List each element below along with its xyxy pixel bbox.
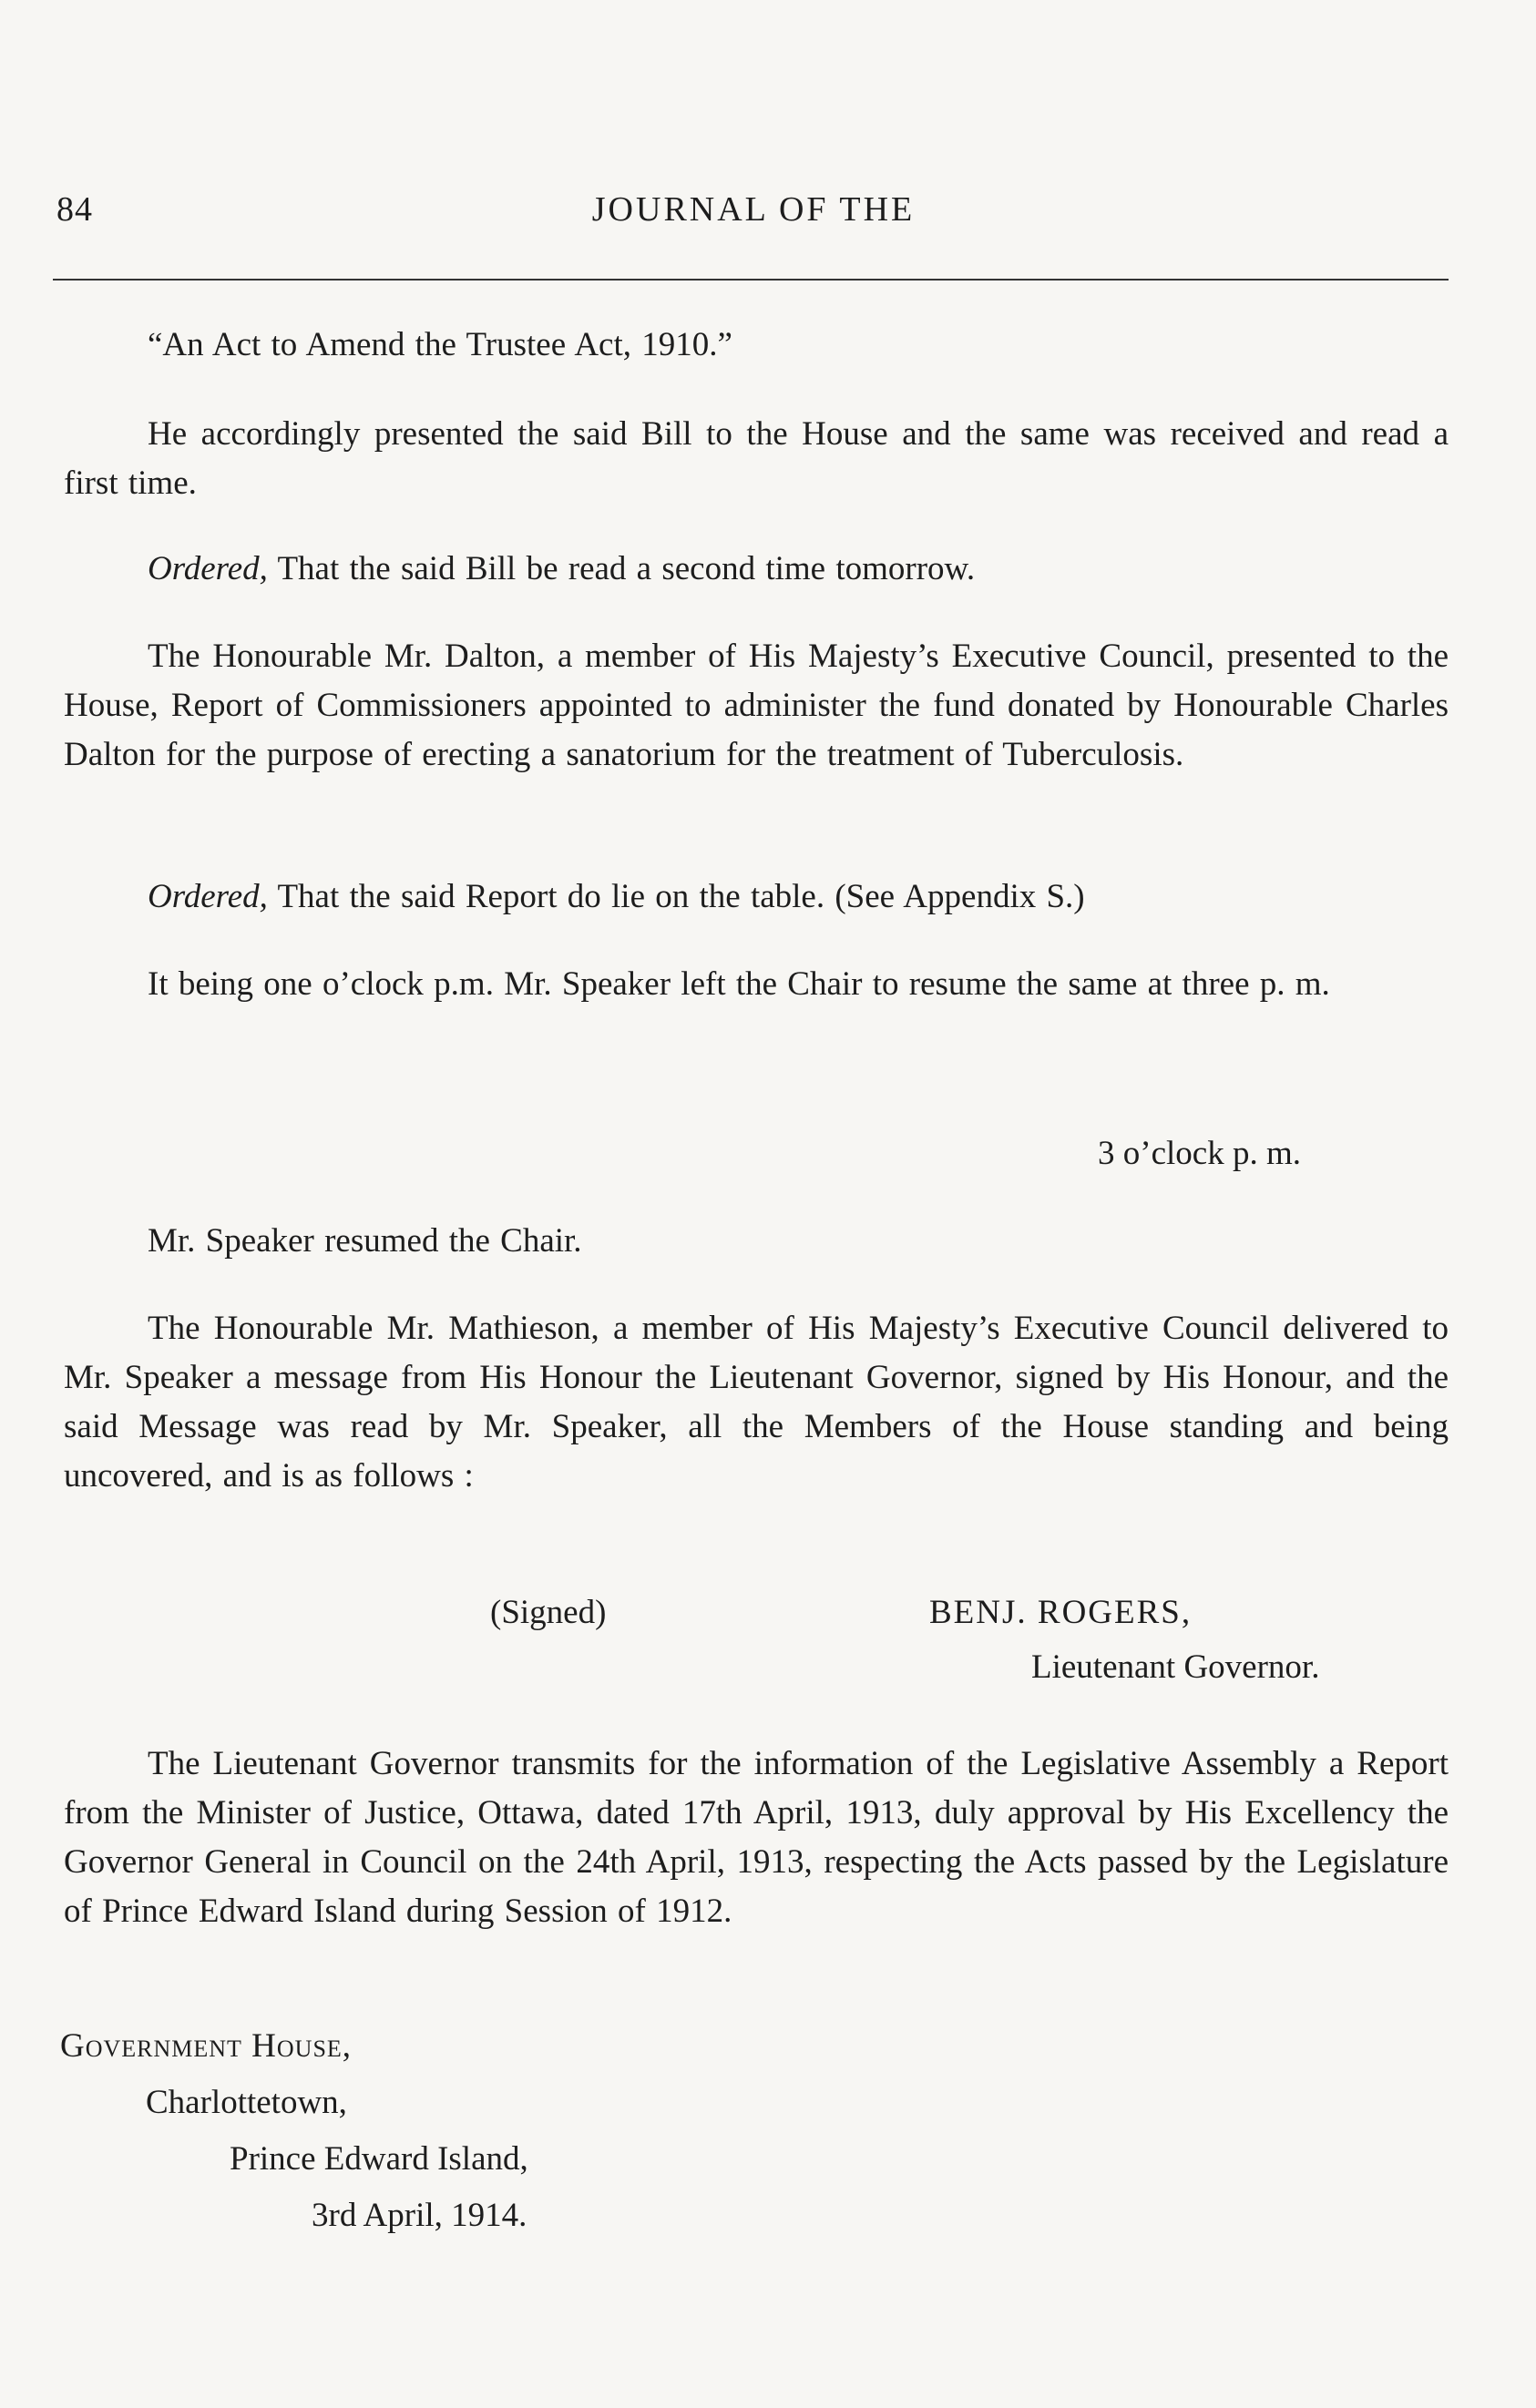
running-head: JOURNAL OF THE [591, 190, 916, 229]
paragraph-speaker-resumed: Mr. Speaker resumed the Chair. [148, 1222, 582, 1260]
paragraph-dalton-report: The Honourable Mr. Dalton, a member of His Majesty’s Executive Council, presented to the House, Report of Commissioners appointed to administer the fund donated by Honourable Charles Dalton for the purpose of erecting a sanatorium for the treatment of Tuberculosis. [64, 638, 1449, 773]
paragraph-lieutenant-governor-report: The Lieutenant Governor transmits for the information of the Legislative Assembly a Report from the Minister of Justice, Ottawa, dated 17th April, 1913, duly approval by His Excellency the Governor General in Council on the 24th April, 1913, respecting the Acts passed by the Legislature of Prince Edward Island during Session of 1912. [64, 1745, 1449, 1930]
paragraph-ordered-report [148, 872, 1449, 922]
signed-title: Lieutenant Governor. [1031, 1648, 1320, 1686]
page-header [56, 189, 1450, 244]
address-line-province: Prince Edward Island, [230, 2140, 528, 2178]
paragraph-speaker-left: It being one o’clock p.m. Mr. Speaker left the Chair to resume the same at three p. m. [148, 965, 1330, 1003]
address-line-date: 3rd April, 1914. [312, 2197, 527, 2234]
page-number: 84 [56, 190, 93, 229]
signed-name: BENJ. ROGERS, [929, 1594, 1193, 1631]
paragraph-mathieson-message: The Honourable Mr. Mathieson, a member of His Majesty’s Executive Council delivered to Mr. Speaker a message from His Honour the Lieutenant Governor, signed by His Honour, and the said Message was read by Mr. Speaker, all the Members of the House standing and being uncovered, and is as follows : [64, 1310, 1449, 1495]
ordered-text: That the said Report do lie on the table. (See Appendix S.) [267, 878, 1085, 915]
act-title: “An Act to Amend the Trustee Act, 1910.” [148, 326, 732, 363]
address-line-city: Charlottetown, [146, 2084, 347, 2121]
ordered-text: That the said Bill be read a second time tomorrow. [267, 550, 976, 587]
paragraph-ordered-second-reading [148, 545, 1449, 594]
ordered-label: Ordered, [148, 878, 268, 915]
paragraph-bill-presented: He accordingly presented the said Bill to the House and the same was received and read a first time. [64, 415, 1449, 502]
address-line-government-house: Government House, [60, 2027, 353, 2065]
ordered-label: Ordered, [148, 550, 268, 587]
signed-label: (Signed) [490, 1594, 607, 1631]
session-time: 3 o’clock p. m. [1098, 1135, 1301, 1172]
header-rule [53, 279, 1449, 281]
